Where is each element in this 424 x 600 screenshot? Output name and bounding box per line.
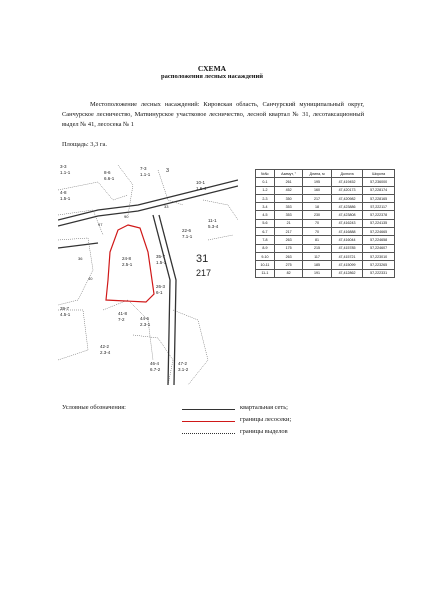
table-cell: 195 <box>303 178 331 186</box>
table-cell: 47,416888 <box>331 228 363 236</box>
document-title: СХЕМА <box>197 64 227 73</box>
svg-text:2.5-1: 2.5-1 <box>122 262 133 267</box>
table-cell: 57,224607 <box>363 244 395 252</box>
table-cell: 261 <box>274 178 303 186</box>
table-cell: 47,420173 <box>331 186 363 194</box>
table-row <box>256 178 395 186</box>
svg-text:6.7-2: 6.7-2 <box>150 367 161 372</box>
map-label-q: 26-3 <box>156 284 166 289</box>
legend-label-cutting: границы лесосеки; <box>240 416 292 423</box>
table-cell: 185 <box>303 261 331 269</box>
table-row <box>256 211 395 219</box>
table-cell: 47,415099 <box>331 261 363 269</box>
legend-label-quarter: квартальная сеть; <box>240 404 288 411</box>
table-cell: 9-10 <box>256 252 275 260</box>
svg-text:7-2: 7-2 <box>118 317 125 322</box>
svg-text:3.1-2: 3.1-2 <box>178 367 189 372</box>
table-cell: 5-6 <box>256 219 275 227</box>
table-cell: 353 <box>274 211 303 219</box>
svg-text:6.6-1: 6.6-1 <box>104 176 115 181</box>
col-number: №№ <box>256 170 275 178</box>
table-cell: 117 <box>303 252 331 260</box>
forest-plot-map <box>58 160 238 385</box>
map-label-n: 42-2 <box>100 344 110 349</box>
map-label-g: 11-1 <box>208 218 217 223</box>
svg-text:1.1-1: 1.1-1 <box>140 172 151 177</box>
table-row <box>256 236 395 244</box>
quarter-lines <box>58 180 238 385</box>
map-label-e: 3 <box>166 168 170 174</box>
table-cell: 1-2 <box>256 186 275 194</box>
svg-text:90: 90 <box>124 214 129 219</box>
map-label-h: 22-6 <box>182 228 192 233</box>
svg-text:33: 33 <box>164 204 169 209</box>
table-row <box>256 228 395 236</box>
table-cell: 6-7 <box>256 228 275 236</box>
col-latitude: Широта <box>363 170 395 178</box>
svg-text:1.5-1: 1.5-1 <box>60 196 71 201</box>
table-row <box>256 219 395 227</box>
map-label-o: 46-4 <box>150 361 160 366</box>
table-cell: 217 <box>274 228 303 236</box>
map-label-p: 47-2 <box>178 361 188 366</box>
table-cell: 2-3 <box>256 194 275 202</box>
svg-text:7.1-1: 7.1-1 <box>182 234 193 239</box>
map-label-d: 7-3 <box>140 166 147 171</box>
table-cell: 57,222117 <box>363 203 395 211</box>
legend-line-quarter <box>182 409 235 410</box>
svg-text:6-1: 6-1 <box>156 290 163 295</box>
table-cell: 47,416243 <box>331 219 363 227</box>
col-azimuth: Азимут, ° <box>274 170 303 178</box>
table-row <box>256 261 395 269</box>
svg-text:40: 40 <box>88 276 93 281</box>
table-cell: 57,224135 <box>363 219 395 227</box>
table-cell: 3-4 <box>256 203 275 211</box>
map-label-j: 35-7 <box>156 254 166 259</box>
table-cell: 0-1 <box>256 178 275 186</box>
legend-line-cutting <box>182 421 235 422</box>
table-cell: 57,224665 <box>363 228 395 236</box>
svg-text:1.5-1: 1.5-1 <box>156 260 167 265</box>
table-cell: 230 <box>303 211 331 219</box>
table-cell: 217 <box>303 194 331 202</box>
table-cell: 275 <box>274 261 303 269</box>
table-row <box>256 269 395 277</box>
table-cell: 47,415721 <box>331 252 363 260</box>
table-row <box>256 186 395 194</box>
legend-label-parcels: границы выделов <box>240 428 288 435</box>
table-row <box>256 194 395 202</box>
table-cell: 70 <box>303 228 331 236</box>
table-cell: 191 <box>303 269 331 277</box>
table-cell: 47,416044 <box>331 236 363 244</box>
svg-text:2.3-1: 2.3-1 <box>140 322 151 327</box>
table-cell: 452 <box>274 186 303 194</box>
table-row <box>256 203 395 211</box>
table-row <box>256 244 395 252</box>
table-header-row <box>256 170 395 178</box>
map-label-a: 3-3 <box>60 164 67 169</box>
table-cell: 47,415785 <box>331 244 363 252</box>
legend-line-parcels <box>182 433 235 434</box>
area-text: Площадь: 3,3 га. <box>62 141 107 148</box>
legend-title: Условные обозначения: <box>62 404 126 411</box>
table-cell: 57,236000 <box>363 178 395 186</box>
table-cell: 47,420982 <box>331 194 363 202</box>
table-cell: 57,222331 <box>363 269 395 277</box>
document-subtitle: расположения лесных насаждений <box>160 73 264 80</box>
table-cell: 11-1 <box>256 269 275 277</box>
quarter-number: 31 <box>196 253 209 265</box>
table-cell: 263 <box>274 252 303 260</box>
col-longitude: Долгота <box>331 170 363 178</box>
table-cell: 47,423886 <box>331 203 363 211</box>
map-label-k: 39-7 <box>60 306 70 311</box>
svg-text:36: 36 <box>78 256 83 261</box>
table-cell: 57,223265 <box>363 261 395 269</box>
table-cell: 21 <box>274 219 303 227</box>
table-cell: 47,412862 <box>331 269 363 277</box>
map-labels <box>60 164 219 372</box>
table-cell: 81 <box>303 236 331 244</box>
quarter-area: 217 <box>196 268 212 278</box>
table-cell: 353 <box>274 203 303 211</box>
table-cell: 57,224658 <box>363 236 395 244</box>
svg-text:1.1-1: 1.1-1 <box>60 170 71 175</box>
table-cell: 18 <box>303 203 331 211</box>
map-label-l: 41-8 <box>118 311 128 316</box>
table-cell: 215 <box>303 244 331 252</box>
table-cell: 175 <box>274 244 303 252</box>
table-row <box>256 252 395 260</box>
table-cell: 57,228174 <box>363 186 395 194</box>
table-cell: 263 <box>274 236 303 244</box>
svg-text:5.3-4: 5.3-4 <box>208 224 219 229</box>
table-cell: 8-9 <box>256 244 275 252</box>
table-cell: 7-8 <box>256 236 275 244</box>
table-cell: 4-5 <box>256 211 275 219</box>
svg-text:97: 97 <box>98 222 103 227</box>
location-text: Местоположение лесных насаждений: Кировская область, Санчурский муниципальный округ, Санчурское лесничество, Матвинурское участковое лесничество, лесной квартал № 31, лесотаксационный выдел № 41, лесосека № 1 <box>62 101 364 128</box>
map-label-f: 10-1 <box>196 180 206 185</box>
table-cell: 57,228165 <box>363 194 395 202</box>
map-label-b: 4-8 <box>60 190 67 195</box>
map-label-c: 8-6 <box>104 170 111 175</box>
table-cell: 82 <box>274 269 303 277</box>
col-length: Длина, м <box>303 170 331 178</box>
table-cell: 10-11 <box>256 261 275 269</box>
table-cell: 70 <box>303 219 331 227</box>
coordinates-table <box>255 169 395 278</box>
svg-text:2.3-4: 2.3-4 <box>100 350 111 355</box>
svg-text:1.6-4: 1.6-4 <box>196 186 207 191</box>
table-cell: 160 <box>303 186 331 194</box>
svg-text:4.5-1: 4.5-1 <box>60 312 71 317</box>
table-cell: 47,419452 <box>331 178 363 186</box>
table-cell: 57,222378 <box>363 211 395 219</box>
map-label-i: 24-8 <box>122 256 132 261</box>
table-cell: 47,423808 <box>331 211 363 219</box>
table-cell: 57,223010 <box>363 252 395 260</box>
table-cell: 350 <box>274 194 303 202</box>
map-label-m: 44-6 <box>140 316 150 321</box>
